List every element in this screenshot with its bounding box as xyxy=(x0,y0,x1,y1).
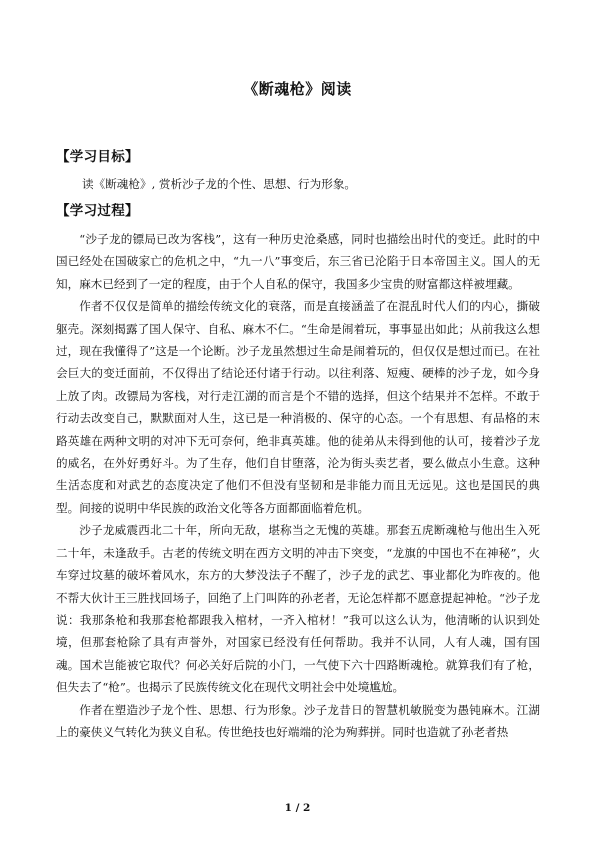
paragraph: 作者在塑造沙子龙个性、思想、行为形象。沙子龙昔日的智慧机敏脱变为愚钝麻木。江湖上的豪侠义气转化为狭义自私。传世绝技也好端端的沦为殉葬拼。同时也造就了孙老者热 xyxy=(56,702,540,739)
body-text xyxy=(56,228,540,788)
paragraph: 沙子龙威震西北二十年，所向无敌，堪称当之无愧的英雄。那套五虎断魂枪与他出生入死二十年，未逢敌手。古老的传统文明在西方文明的冲击下突变，“龙旗的中国也不在神秘”，火车穿过坟墓的破坏着风水，东方的大梦没法子不醒了，沙子龙的武艺、事业都化为昨夜的。他不帮大伙计王三胜找回场子，回绝了上门叫阵的孙老者，无论怎样都不愿意提起神枪。“沙子龙说：我那条枪和我那套枪都跟我入棺材，一齐入棺材！”我可以这么认为，他清晰的认识到处境，但那套枪除了具有声誉外，对国家已经没有任何帮助。我并不认同，人有人魂，国有国魂。国术岂能被它取代？何必关好后院的小门，一气使下六十四路断魂枪。就算我们有了枪，但失去了“枪”。也揭示了民族传统文化在现代文明社会中处境尴尬。 xyxy=(56,523,540,695)
goals-text: 读《断魂枪》, 赏析沙子龙的个性、思想、行为形象。 xyxy=(82,177,357,191)
paragraph: “沙子龙的镖局已改为客栈”，这有一种历史沧桑感，同时也描绘出时代的变迁。此时的中国已经处在国破家亡的危机之中，“九一八”事变后，东三省已沦陷于日本帝国主义。国人的无知，麻木已经到了一定的程度，由于个人自私的保守，我国多少宝贵的财富都这样被埋藏。 xyxy=(56,232,540,291)
section-heading-process: 【学习过程】 xyxy=(56,203,139,219)
page-title: 《断魂枪》阅读 xyxy=(243,80,352,98)
paragraph: 作者不仅仅是简单的描绘传统文化的衰落，而是直接涵盖了在混乱时代人们的内心，撕破躯壳。深刻揭露了国人保守、自私、麻木不仁。“生命是闹着玩，事事显出如此；从前我这么想过，现在我懂得了”这是一个论断。沙子龙虽然想过生命是闹着玩的，但仅仅是想过而已。在社会巨大的变迁面前，不仅得出了结论还付诸于行动。以往利落、短瘦、硬棒的沙子龙，如今身上放了肉。改镖局为客栈，对行走江湖的而言是个不错的选择，但这个结果并不怎样。不敢于行动去改变自己，默默面对人生，这已是一种消极的、保守的心态。一个有思想、有品格的末路英雄在两种文明的对冲下无可奈何，绝非真英雄。他的徒弟从未得到他的认可，接着沙子龙的威名，在外好勇好斗。为了生存，他们自甘堕落，沦为街头卖艺者，要么做点小生意。这种生活态度和对武艺的态度决定了他们不但没有坚韧和是非能力而且无远见。这也是国民的典型。间接的说明中华民族的政治文化等各方面都面临着危机。 xyxy=(56,299,540,515)
page-number: 1 / 2 xyxy=(284,802,311,814)
section-heading-goals: 【学习目标】 xyxy=(56,149,139,165)
